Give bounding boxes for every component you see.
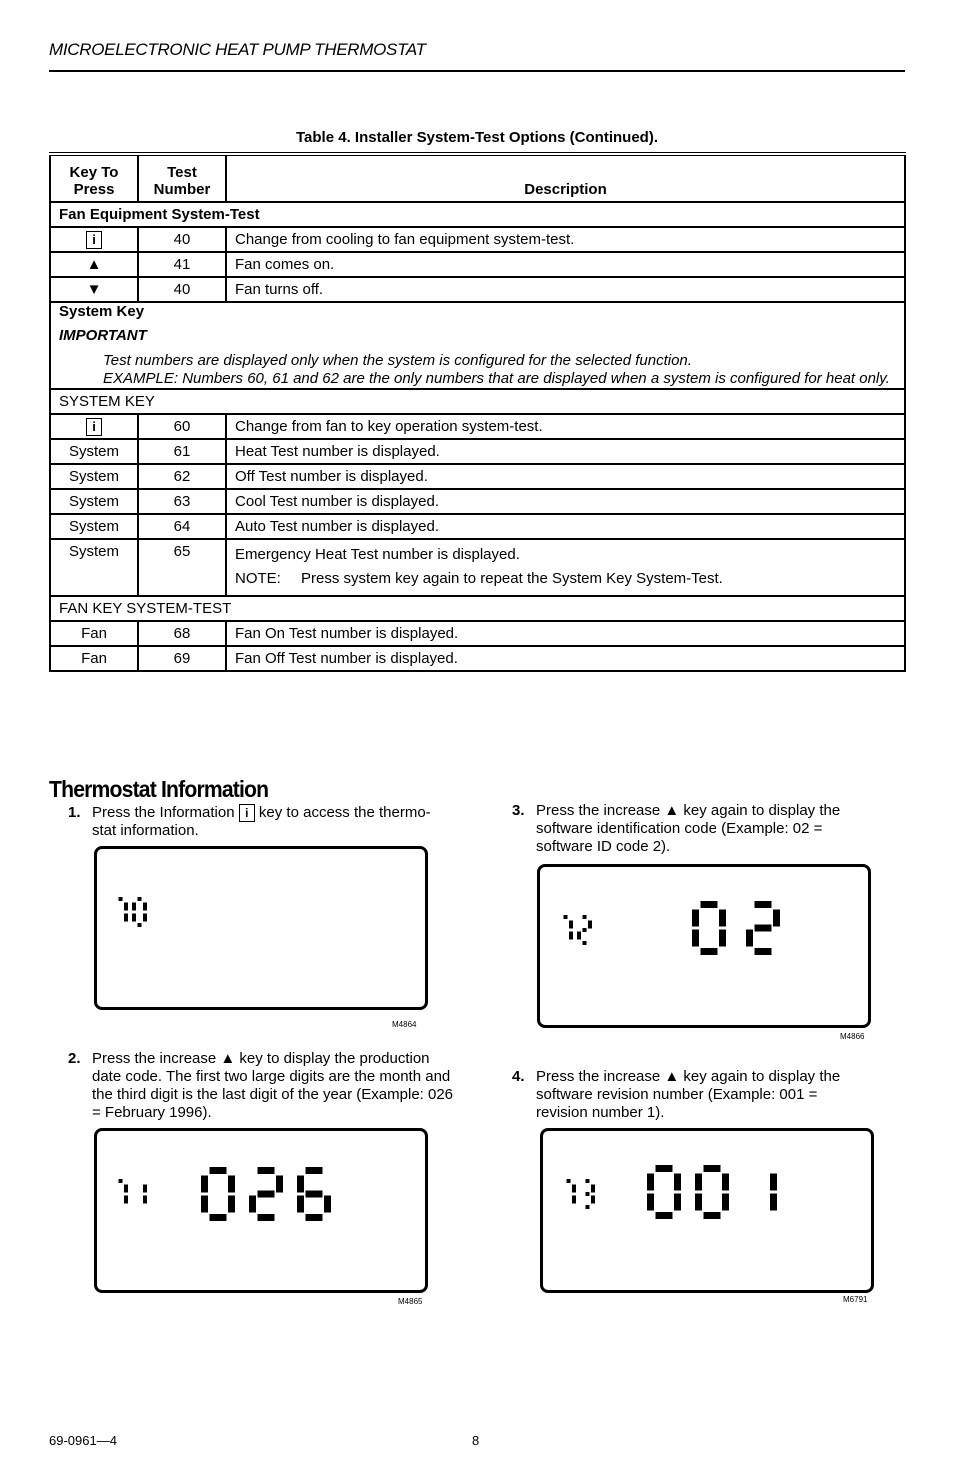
lcd-digit — [692, 901, 726, 955]
step-number: 3. — [512, 802, 525, 819]
note-row — [50, 302, 905, 389]
table-row — [50, 439, 905, 464]
lcd-large-digits — [540, 867, 866, 1023]
lcd-display-4 — [540, 1128, 874, 1293]
description-cell: Heat Test number is displayed. — [226, 439, 905, 464]
step-1 — [68, 804, 468, 844]
step-text-line-2: stat information. — [92, 822, 199, 839]
test-number-cell: 69 — [138, 646, 226, 671]
lcd-digit — [770, 1174, 777, 1211]
lcd-large-digits — [543, 1131, 869, 1288]
lcd-display-1 — [94, 846, 428, 1010]
description-text: Emergency Heat Test number is displayed. — [235, 546, 520, 563]
lcd-digit — [119, 897, 129, 922]
key-cell: System — [50, 489, 138, 514]
down-arrow-icon: ▼ — [50, 277, 138, 302]
key-cell: System — [50, 539, 138, 596]
test-number-cell: 61 — [138, 439, 226, 464]
test-number-cell: 65 — [138, 539, 226, 596]
description-cell: Change from cooling to fan equipment system-test. — [226, 227, 905, 252]
note-line-1: Test numbers are displayed only when the system is configured for the selected function. — [103, 352, 692, 369]
important-label: IMPORTANT — [59, 327, 147, 344]
description-cell: Off Test number is displayed. — [226, 464, 905, 489]
section-system-key: SYSTEM KEY — [50, 389, 905, 414]
table-row — [50, 646, 905, 671]
table-row — [50, 621, 905, 646]
test-number-cell: 40 — [138, 277, 226, 302]
table-row — [50, 277, 905, 302]
step-number: 1. — [68, 804, 81, 821]
key-cell: System — [50, 514, 138, 539]
step-4 — [512, 1068, 892, 1128]
lcd-digit — [297, 1167, 331, 1221]
test-number-cell: 64 — [138, 514, 226, 539]
header-description: Description — [226, 154, 905, 202]
test-number-cell: 40 — [138, 227, 226, 252]
section-fan-equipment: Fan Equipment System-Test — [50, 202, 905, 227]
row-note — [235, 567, 896, 591]
note-title: System Key — [59, 303, 145, 320]
info-key-icon: i — [239, 804, 255, 822]
test-number-cell: 63 — [138, 489, 226, 514]
up-arrow-icon: ▲ — [50, 252, 138, 277]
lcd-digit — [201, 1167, 235, 1221]
test-number-cell: 60 — [138, 414, 226, 439]
table-row — [50, 464, 905, 489]
page-number: 8 — [472, 1433, 480, 1448]
step-text-post: key to access the thermo- — [258, 804, 431, 821]
system-test-table — [49, 152, 906, 672]
description-cell: Fan comes on. — [226, 252, 905, 277]
running-header: MICROELECTRONIC HEAT PUMP THERMOSTAT — [49, 40, 426, 59]
description-cell: Fan turns off. — [226, 277, 905, 302]
header-key-to-press: Key To Press — [50, 154, 138, 202]
key-cell — [50, 227, 138, 252]
figure-code: M4865 — [398, 1297, 423, 1306]
step-text — [92, 804, 472, 840]
section-row — [50, 202, 905, 227]
table-row — [50, 414, 905, 439]
section-row — [50, 596, 905, 621]
description-cell: Auto Test number is displayed. — [226, 514, 905, 539]
lcd-digit — [249, 1167, 283, 1221]
header-rule — [49, 70, 905, 72]
step-number: 2. — [68, 1050, 81, 1067]
lcd-display-3 — [537, 864, 871, 1028]
key-cell: Fan — [50, 621, 138, 646]
test-number-cell: 41 — [138, 252, 226, 277]
key-cell: System — [50, 439, 138, 464]
step-3 — [512, 802, 892, 862]
table-row — [50, 227, 905, 252]
lcd-large-digits — [97, 1131, 423, 1288]
test-number-cell: 62 — [138, 464, 226, 489]
description-cell: Fan On Test number is displayed. — [226, 621, 905, 646]
lcd-display-2 — [94, 1128, 428, 1293]
note-label: NOTE: — [235, 570, 281, 587]
table-row — [50, 252, 905, 277]
lcd-digit — [132, 897, 147, 927]
info-key-icon: i — [86, 231, 102, 249]
description-cell — [226, 539, 905, 596]
section-fan-key: FAN KEY SYSTEM-TEST — [50, 596, 905, 621]
lcd-small-digits — [97, 849, 423, 1005]
lcd-digit — [746, 901, 780, 955]
section-row — [50, 389, 905, 414]
figure-code: M4864 — [392, 1020, 417, 1029]
info-key-icon: i — [86, 418, 102, 436]
step-2 — [68, 1050, 468, 1130]
note-line-2: EXAMPLE: Numbers 60, 61 and 62 are the only numbers that are displayed when a system is configured for heat only. — [103, 370, 890, 387]
key-cell: System — [50, 464, 138, 489]
lcd-digit — [647, 1165, 681, 1219]
step-text: Press the increase ▲ key again to display the software identification code (Example: 02 = software ID code 2). — [536, 802, 841, 855]
description-cell: Cool Test number is displayed. — [226, 489, 905, 514]
system-key-note — [50, 302, 905, 389]
lcd-digit — [695, 1165, 729, 1219]
table-caption: Table 4. Installer System-Test Options (Continued). — [296, 129, 658, 146]
note-text: Press system key again to repeat the System Key System-Test. — [301, 570, 723, 587]
step-text: Press the increase ▲ key to display the production date code. The first two large digits are the month and the third digit is the last digit of the year (Example: 026 = February 1996). — [92, 1050, 454, 1121]
figure-code: M4866 — [840, 1032, 865, 1041]
table-header-row — [50, 154, 905, 202]
header-test-number: Test Number — [138, 154, 226, 202]
table-row — [50, 539, 905, 596]
key-cell — [50, 414, 138, 439]
step-text: Press the increase ▲ key again to display the software revision number (Example: 001 = revision number 1). — [536, 1068, 841, 1121]
table-row — [50, 514, 905, 539]
step-number: 4. — [512, 1068, 525, 1085]
test-number-cell: 68 — [138, 621, 226, 646]
section-title: Thermostat Information — [49, 776, 269, 802]
figure-code: M6791 — [843, 1295, 868, 1304]
step-text-pre: Press the Information — [92, 804, 235, 821]
description-cell: Fan Off Test number is displayed. — [226, 646, 905, 671]
table-row — [50, 489, 905, 514]
document-number: 69-0961—4 — [49, 1433, 117, 1448]
key-cell: Fan — [50, 646, 138, 671]
description-cell: Change from fan to key operation system-test. — [226, 414, 905, 439]
